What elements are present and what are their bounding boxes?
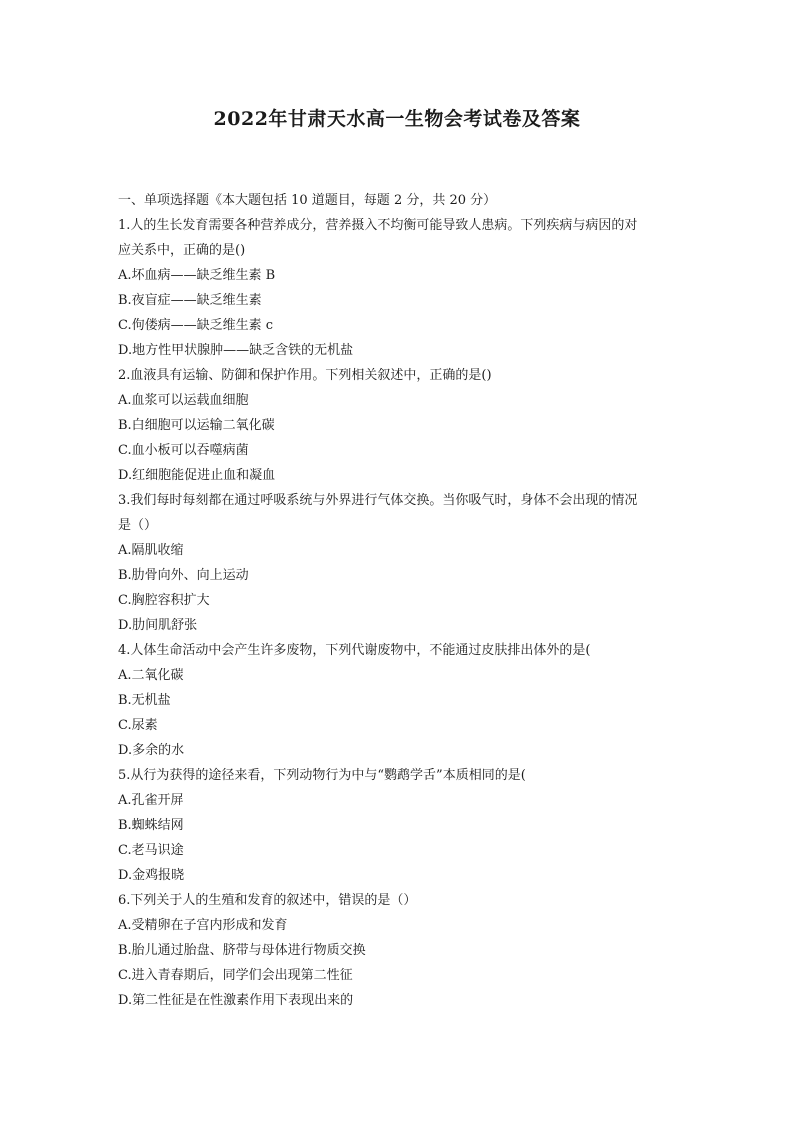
question-stem: 4.人体生命活动中会产生许多废物，下列代谢废物中，不能通过皮肤排出体外的是( — [118, 643, 591, 658]
option-a: A.血浆可以运载血细胞 — [118, 393, 249, 408]
exam-content — [118, 188, 683, 1013]
question-stem: 2.血液具有运输、防御和保护作用。下列相关叙述中，正确的是() — [118, 368, 492, 383]
option-b: B.胎儿通过胎盘、脐带与母体进行物质交换 — [118, 943, 366, 958]
option-c: C.血小板可以吞噬病菌 — [118, 443, 249, 458]
option-b: B.蜘蛛结网 — [118, 818, 184, 833]
option-a: A.二氧化碳 — [118, 668, 184, 683]
option-c: C.老马识途 — [118, 843, 184, 858]
question-stem: 5.从行为获得的途径来看，下列动物行为中与“鹦鹉学舌”本质相同的是( — [118, 768, 526, 783]
option-c: C.尿素 — [118, 718, 158, 733]
question-stem: 1.人的生长发育需要各种营养成分，营养摄入不均衡可能导致人患病。下列疾病与病因的对 — [118, 218, 638, 233]
question-5 — [118, 763, 683, 888]
question-6 — [118, 888, 683, 1013]
option-a: A.孔雀开屏 — [118, 793, 184, 808]
option-d: D.金鸡报晓 — [118, 868, 185, 883]
option-b: B.白细胞可以运输二氧化碳 — [118, 418, 275, 433]
option-b: B.无机盐 — [118, 693, 171, 708]
question-stem-cont: 是（） — [118, 518, 158, 533]
question-stem: 6.下列关于人的生殖和发育的叙述中，错误的是（） — [118, 893, 417, 908]
option-c: C.胸腔容积扩大 — [118, 593, 210, 608]
option-d: D.红细胞能促进止血和凝血 — [118, 468, 276, 483]
question-stem: 3.我们每时每刻都在通过呼吸系统与外界进行气体交换。当你吸气时，身体不会出现的情况 — [118, 493, 638, 508]
option-a: A.受精卵在子宫内形成和发育 — [118, 918, 288, 933]
option-b: B.夜盲症——缺乏维生素 — [118, 293, 262, 308]
option-a: A.隔肌收缩 — [118, 543, 184, 558]
option-d: D.第二性征是在性激素作用下表现出来的 — [118, 993, 354, 1008]
option-b: B.肋骨向外、向上运动 — [118, 568, 249, 583]
section-header: 一、单项选择题《本大题包括 10 道题目，每题 2 分，共 20 分） — [118, 193, 497, 208]
question-3 — [118, 488, 683, 638]
question-1 — [118, 213, 683, 363]
page-title: 2022年甘肃天水高一生物会考试卷及答案 — [213, 108, 581, 130]
option-c: C.佝偻病——缺乏维生素 c — [118, 318, 274, 333]
option-d: D.地方性甲状腺肿——缺乏含铁的无机盐 — [118, 343, 354, 358]
option-a: A.坏血病——缺乏维生素 B — [118, 268, 276, 283]
question-2 — [118, 363, 683, 488]
option-c: C.进入青春期后，同学们会出现第二性征 — [118, 968, 353, 983]
option-d: D.多余的水 — [118, 743, 185, 758]
question-4 — [118, 638, 683, 763]
option-d: D.肋间肌舒张 — [118, 618, 198, 633]
question-stem-cont: 应关系中，正确的是() — [118, 243, 246, 258]
